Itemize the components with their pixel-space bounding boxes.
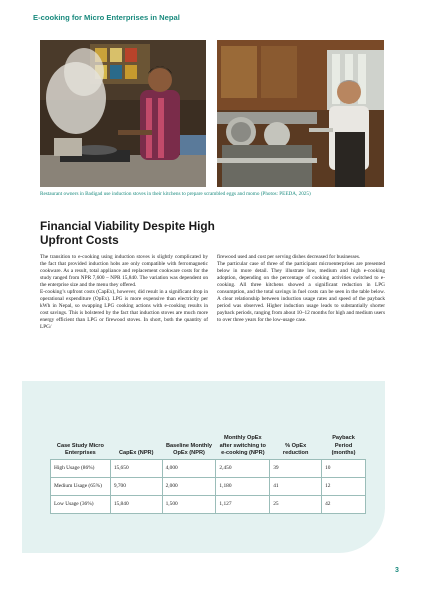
paragraph: E-cooking’s upfront costs (CapEx), however, did result in a significant drop in operational expenditure (OpEx). LPG is more expensive than electricity per kWh in Nepal, so swapping LPG cooking actions with e-cooking results in cost savings. This is bolstered by the fact that induction stoves are much more energy efficient than LPG or firewood stoves. In short, both the quantity of LPG/ [40,289,208,331]
header-case-study: Case Study Micro Enterprises [56,442,104,456]
table-cell: High Usage (86%) [51,460,111,478]
table-cell: 15,650 [110,460,162,478]
page-number: 3 [395,567,399,574]
table-cell: Low Usage (36%) [51,496,111,514]
table-cell: 1,500 [162,496,216,514]
header-capex: CapEx (NPR) [118,449,154,456]
table-cell: 12 [322,478,366,496]
table-cell: 2,000 [162,478,216,496]
header-opex-reduction: % OpEx reduction [282,442,309,456]
photo-kitchen-woman [40,40,206,187]
table-row [51,478,366,496]
paragraph: The particular case of three of the participant microenterprises are presented below in more detail. They illustrate low, medium and high e-cooking adoption, depending on the percentage of cooking activities switched to e-cooking. All three kitchens showed a significant reduction in LPG consumption, and the total savings in fuel costs can be seen in the table below. A clear relationship between induction usage rates and speed of the payback period was observed. Higher induction usage leads to substantially shorter payback periods, ranging from about 10–12 months for high and medium users to over three years for the low-usage case. [217,261,385,324]
photo-caption: Restaurant owners in Badigad use induction stoves in their kitchens to prepare scrambled eggs and momo (Photos: PEEDA, 2025) [40,191,311,197]
photo-kitchen-man [217,40,384,187]
body-column-right [217,254,385,324]
header-opex-after: Monthly OpEx after switching to e-cooking (NPR) [219,435,266,456]
table-cell: Medium Usage (65%) [51,478,111,496]
paragraph: The transition to e-cooking using induction stoves is slightly complicated by the fact that provided induction hobs are only compatible with ferromagnetic cookware. As a result, total appliance and replacement cookware costs for the study ranged from NPR 7,600 – NPR 15,840. The variation was dependent on the enterprise size and the menu they offered. [40,254,208,289]
header-payback: Payback Period (months) [331,435,356,456]
table-cell: 10 [322,460,366,478]
table-cell: 15,840 [110,496,162,514]
body-column-left [40,254,208,332]
table-cell: 39 [270,460,322,478]
table-cell: 1,127 [216,496,270,514]
section-title: Financial Viability Despite High Upfront Costs [40,219,215,247]
table-header-row [51,409,366,460]
table-row [51,460,366,478]
running-header: E-cooking for Micro Enterprises in Nepal [33,13,180,22]
table-cell: 41 [270,478,322,496]
header-baseline-opex: Baseline Monthly OpEx (NPR) [165,442,212,456]
table-cell: 9,700 [110,478,162,496]
table-cell: 42 [322,496,366,514]
table-cell: 1,180 [216,478,270,496]
table-row [51,496,366,514]
table-cell: 25 [270,496,322,514]
table-cell: 2,450 [216,460,270,478]
cost-table [50,409,366,514]
table-cell: 4,000 [162,460,216,478]
paragraph: firewood used and cost per serving dishes decreased for businesses. [217,254,361,260]
